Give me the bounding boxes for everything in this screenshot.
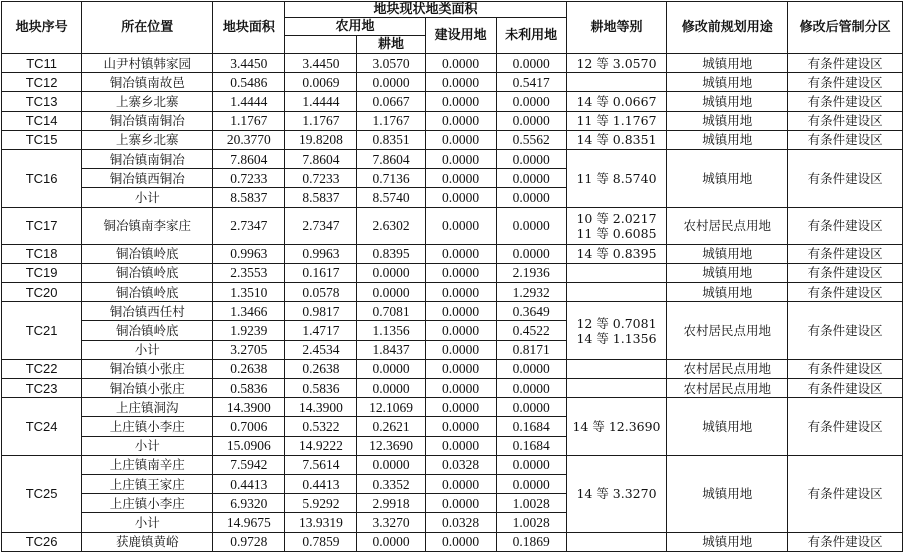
location-cell: 获鹿镇黄峪 [82,532,213,552]
area-cell: 0.7006 [213,417,285,436]
area-cell: 14.3900 [213,398,285,417]
zone-after-cell: 有条件建设区 [788,244,903,263]
location-cell: 小计 [82,340,213,359]
agri-cell: 1.4717 [285,321,357,340]
location-cell: 山尹村镇韩家园 [82,54,213,73]
land-parcel-table [1,1,903,552]
table-row [2,263,903,282]
agri-cell: 7.5614 [285,455,357,474]
location-cell: 上庄镇小李庄 [82,494,213,513]
planned-use-before-cell: 农村居民点用地 [667,379,788,398]
agri-cell: 2.4534 [285,340,357,359]
location-cell: 铜冶镇岭底 [82,244,213,263]
construction-cell: 0.0000 [425,263,496,282]
grade-line: 12 等 3.0570 [576,55,657,71]
construction-cell: 0.0000 [425,379,496,398]
location-cell: 铜冶镇南故邑 [82,73,213,92]
unused-cell: 0.0000 [496,54,566,73]
zone-after-cell: 有条件建设区 [788,92,903,111]
table-row [2,54,903,73]
farmland-cell: 0.7081 [357,302,425,321]
planned-use-before-cell: 农村居民点用地 [667,359,788,378]
zone-after-cell: 有条件建设区 [788,207,903,244]
grade-cell [566,207,667,244]
agri-cell: 0.9963 [285,244,357,263]
location-cell: 上寨乡北寨 [82,92,213,111]
construction-cell: 0.0000 [425,149,496,168]
farmland-cell: 0.8395 [357,244,425,263]
unused-cell: 0.0000 [496,149,566,168]
planned-use-before-cell: 城镇用地 [667,73,788,92]
table-row [2,73,903,92]
area-cell: 3.4450 [213,54,285,73]
location-cell: 铜冶镇小张庄 [82,379,213,398]
parcel-id-cell: TC15 [2,130,82,149]
location-cell: 上寨乡北寨 [82,130,213,149]
planned-use-before-cell: 城镇用地 [667,92,788,111]
table-row [2,359,903,378]
grade-line: 12 等 0.7081 [576,315,657,331]
parcel-id-cell: TC12 [2,73,82,92]
farmland-cell: 0.0000 [357,455,425,474]
construction-cell: 0.0000 [425,207,496,244]
parcel-id-cell: TC18 [2,244,82,263]
location-cell: 上庄镇王家庄 [82,474,213,493]
area-cell: 7.5942 [213,455,285,474]
location-cell: 小计 [82,513,213,532]
table-row [2,244,903,263]
planned-use-before-cell: 城镇用地 [667,149,788,207]
header-planned-use-before: 修改前规划用途 [667,2,788,54]
header-farmland-grade: 耕地等别 [566,2,667,54]
agri-cell: 0.0069 [285,73,357,92]
parcel-id-cell: TC11 [2,54,82,73]
parcel-id-cell: TC20 [2,283,82,302]
location-cell: 铜冶镇小张庄 [82,359,213,378]
parcel-id-cell: TC17 [2,207,82,244]
agri-cell: 14.3900 [285,398,357,417]
table-body [2,54,903,552]
grade-cell [566,455,667,532]
header-agricultural-land: 农用地 [285,18,425,36]
header-location: 所在位置 [82,2,213,54]
farmland-cell: 0.0000 [357,73,425,92]
farmland-cell: 0.7136 [357,169,425,188]
construction-cell: 0.0000 [425,340,496,359]
farmland-cell: 1.8437 [357,340,425,359]
unused-cell: 0.0000 [496,398,566,417]
unused-cell: 0.1684 [496,417,566,436]
planned-use-before-cell: 农村居民点用地 [667,302,788,360]
construction-cell: 0.0000 [425,169,496,188]
construction-cell: 0.0000 [425,398,496,417]
parcel-id-cell: TC26 [2,532,82,552]
unused-cell: 0.1684 [496,436,566,455]
location-cell: 铜冶镇南铜冶 [82,111,213,130]
planned-use-before-cell: 城镇用地 [667,263,788,282]
construction-cell: 0.0000 [425,244,496,263]
farmland-cell: 7.8604 [357,149,425,168]
farmland-cell: 1.1356 [357,321,425,340]
construction-cell: 0.0000 [425,73,496,92]
agri-cell: 0.0578 [285,283,357,302]
area-cell: 14.9675 [213,513,285,532]
unused-cell: 0.0000 [496,474,566,493]
table-header [2,2,903,54]
agri-cell: 19.8208 [285,130,357,149]
area-cell: 6.9320 [213,494,285,513]
agri-cell: 0.7233 [285,169,357,188]
construction-cell: 0.0328 [425,513,496,532]
unused-cell: 2.1936 [496,263,566,282]
farmland-cell: 2.9918 [357,494,425,513]
parcel-id-cell: TC14 [2,111,82,130]
farmland-cell: 3.3270 [357,513,425,532]
location-cell: 小计 [82,436,213,455]
header-current-landuse: 地块现状地类面积 [285,2,566,18]
area-cell: 2.7347 [213,207,285,244]
farmland-cell: 3.0570 [357,54,425,73]
construction-cell: 0.0000 [425,188,496,207]
area-cell: 0.7233 [213,169,285,188]
grade-line: 11 等 1.1767 [576,113,657,129]
parcel-id-cell: TC19 [2,263,82,282]
farmland-cell: 12.3690 [357,436,425,455]
area-cell: 1.4444 [213,92,285,111]
parcel-id-cell: TC22 [2,359,82,378]
farmland-cell: 0.0000 [357,379,425,398]
header-agri-total [285,36,357,54]
grade-cell [566,244,667,263]
planned-use-before-cell: 城镇用地 [667,455,788,532]
header-zone-after: 修改后管制分区 [788,2,903,54]
planned-use-before-cell: 城镇用地 [667,283,788,302]
unused-cell: 1.2932 [496,283,566,302]
construction-cell: 0.0000 [425,130,496,149]
header-area: 地块面积 [213,2,285,54]
agri-cell: 14.9222 [285,436,357,455]
grade-cell [566,359,667,378]
parcel-id-cell: TC21 [2,302,82,360]
area-cell: 3.2705 [213,340,285,359]
farmland-cell: 0.0000 [357,532,425,552]
grade-cell [566,92,667,111]
agri-cell: 2.7347 [285,207,357,244]
header-construction-land: 建设用地 [425,18,496,54]
zone-after-cell: 有条件建设区 [788,455,903,532]
unused-cell: 0.0000 [496,244,566,263]
unused-cell: 1.0028 [496,513,566,532]
zone-after-cell: 有条件建设区 [788,54,903,73]
farmland-cell: 12.1069 [357,398,425,417]
area-cell: 2.3553 [213,263,285,282]
location-cell: 铜冶镇南李家庄 [82,207,213,244]
construction-cell: 0.0000 [425,92,496,111]
construction-cell: 0.0000 [425,359,496,378]
zone-after-cell: 有条件建设区 [788,149,903,207]
parcel-id-cell: TC13 [2,92,82,111]
location-cell: 上庄镇小李庄 [82,417,213,436]
area-cell: 0.2638 [213,359,285,378]
unused-cell: 0.4522 [496,321,566,340]
agri-cell: 5.9292 [285,494,357,513]
zone-after-cell: 有条件建设区 [788,379,903,398]
unused-cell: 0.0000 [496,379,566,398]
unused-cell: 0.0000 [496,359,566,378]
unused-cell: 1.0028 [496,494,566,513]
farmland-cell: 8.5740 [357,188,425,207]
zone-after-cell: 有条件建设区 [788,302,903,360]
table-row [2,111,903,130]
construction-cell: 0.0000 [425,494,496,513]
construction-cell: 0.0000 [425,474,496,493]
zone-after-cell: 有条件建设区 [788,398,903,456]
unused-cell: 0.0000 [496,111,566,130]
area-cell: 0.5486 [213,73,285,92]
grade-cell [566,302,667,360]
table-row [2,302,903,321]
unused-cell: 0.0000 [496,169,566,188]
farmland-cell: 0.2621 [357,417,425,436]
area-cell: 0.9728 [213,532,285,552]
unused-cell: 0.0000 [496,455,566,474]
construction-cell: 0.0000 [425,283,496,302]
header-unused-land: 未利用地 [496,18,566,54]
parcel-id-cell: TC24 [2,398,82,456]
farmland-cell: 0.0667 [357,92,425,111]
agri-cell: 0.9817 [285,302,357,321]
area-cell: 0.5836 [213,379,285,398]
table-row [2,398,903,417]
zone-after-cell: 有条件建设区 [788,130,903,149]
agri-cell: 1.1767 [285,111,357,130]
zone-after-cell: 有条件建设区 [788,532,903,552]
table-row [2,149,903,168]
farmland-cell: 0.0000 [357,263,425,282]
area-cell: 8.5837 [213,188,285,207]
table-row [2,130,903,149]
location-cell: 铜冶镇西铜冶 [82,169,213,188]
area-cell: 20.3770 [213,130,285,149]
grade-line: 14 等 0.8351 [576,132,657,148]
grade-line: 10 等 2.0217 [576,210,657,226]
agri-cell: 7.8604 [285,149,357,168]
grade-line: 14 等 12.3690 [572,418,661,434]
planned-use-before-cell: 城镇用地 [667,111,788,130]
area-cell: 1.3466 [213,302,285,321]
table-row [2,92,903,111]
planned-use-before-cell: 城镇用地 [667,54,788,73]
location-cell: 铜冶镇西任村 [82,302,213,321]
grade-line: 11 等 8.5740 [576,170,657,186]
unused-cell: 0.5562 [496,130,566,149]
location-cell: 上庄镇南辛庄 [82,455,213,474]
construction-cell: 0.0000 [425,54,496,73]
zone-after-cell: 有条件建设区 [788,263,903,282]
planned-use-before-cell: 城镇用地 [667,244,788,263]
farmland-cell: 2.6302 [357,207,425,244]
construction-cell: 0.0000 [425,436,496,455]
grade-cell [566,263,667,282]
table-row [2,379,903,398]
location-cell: 上庄镇洞沟 [82,398,213,417]
planned-use-before-cell: 农村居民点用地 [667,207,788,244]
construction-cell: 0.0000 [425,321,496,340]
zone-after-cell: 有条件建设区 [788,111,903,130]
farmland-cell: 1.1767 [357,111,425,130]
grade-cell [566,398,667,456]
agri-cell: 13.9319 [285,513,357,532]
agri-cell: 1.4444 [285,92,357,111]
farmland-cell: 0.0000 [357,283,425,302]
location-cell: 铜冶镇岭底 [82,263,213,282]
agri-cell: 0.4413 [285,474,357,493]
parcel-id-cell: TC16 [2,149,82,207]
location-cell: 铜冶镇岭底 [82,321,213,340]
table-row [2,207,903,244]
area-cell: 1.3510 [213,283,285,302]
construction-cell: 0.0000 [425,111,496,130]
unused-cell: 0.5417 [496,73,566,92]
grade-cell [566,111,667,130]
grade-cell [566,283,667,302]
grade-cell [566,73,667,92]
zone-after-cell: 有条件建设区 [788,283,903,302]
construction-cell: 0.0000 [425,532,496,552]
zone-after-cell: 有条件建设区 [788,73,903,92]
planned-use-before-cell: 城镇用地 [667,532,788,552]
location-cell: 小计 [82,188,213,207]
parcel-id-cell: TC25 [2,455,82,532]
grade-cell [566,379,667,398]
table-row [2,283,903,302]
area-cell: 1.9239 [213,321,285,340]
unused-cell: 0.1869 [496,532,566,552]
grade-cell [566,532,667,552]
grade-line: 11 等 0.6085 [576,225,657,241]
agri-cell: 0.1617 [285,263,357,282]
farmland-cell: 0.3352 [357,474,425,493]
grade-line: 14 等 3.3270 [576,486,657,502]
unused-cell: 0.0000 [496,92,566,111]
zone-after-cell: 有条件建设区 [788,359,903,378]
area-cell: 15.0906 [213,436,285,455]
agri-cell: 8.5837 [285,188,357,207]
grade-cell [566,54,667,73]
unused-cell: 0.0000 [496,207,566,244]
area-cell: 1.1767 [213,111,285,130]
parcel-id-cell: TC23 [2,379,82,398]
planned-use-before-cell: 城镇用地 [667,130,788,149]
construction-cell: 0.0328 [425,455,496,474]
table-row [2,532,903,552]
planned-use-before-cell: 城镇用地 [667,398,788,456]
area-cell: 7.8604 [213,149,285,168]
location-cell: 铜冶镇南铜冶 [82,149,213,168]
unused-cell: 0.8171 [496,340,566,359]
grade-cell [566,149,667,207]
unused-cell: 0.3649 [496,302,566,321]
grade-line: 14 等 0.0667 [576,93,657,109]
agri-cell: 0.5322 [285,417,357,436]
agri-cell: 3.4450 [285,54,357,73]
grade-cell [566,130,667,149]
construction-cell: 0.0000 [425,417,496,436]
area-cell: 0.4413 [213,474,285,493]
agri-cell: 0.5836 [285,379,357,398]
construction-cell: 0.0000 [425,302,496,321]
grade-line: 14 等 0.8395 [576,246,657,262]
farmland-cell: 0.8351 [357,130,425,149]
farmland-cell: 0.0000 [357,359,425,378]
header-parcel-id: 地块序号 [2,2,82,54]
area-cell: 0.9963 [213,244,285,263]
agri-cell: 0.7859 [285,532,357,552]
agri-cell: 0.2638 [285,359,357,378]
location-cell: 铜冶镇岭底 [82,283,213,302]
unused-cell: 0.0000 [496,188,566,207]
table-row [2,455,903,474]
header-farmland: 耕地 [357,36,425,54]
grade-line: 14 等 1.1356 [576,330,657,346]
